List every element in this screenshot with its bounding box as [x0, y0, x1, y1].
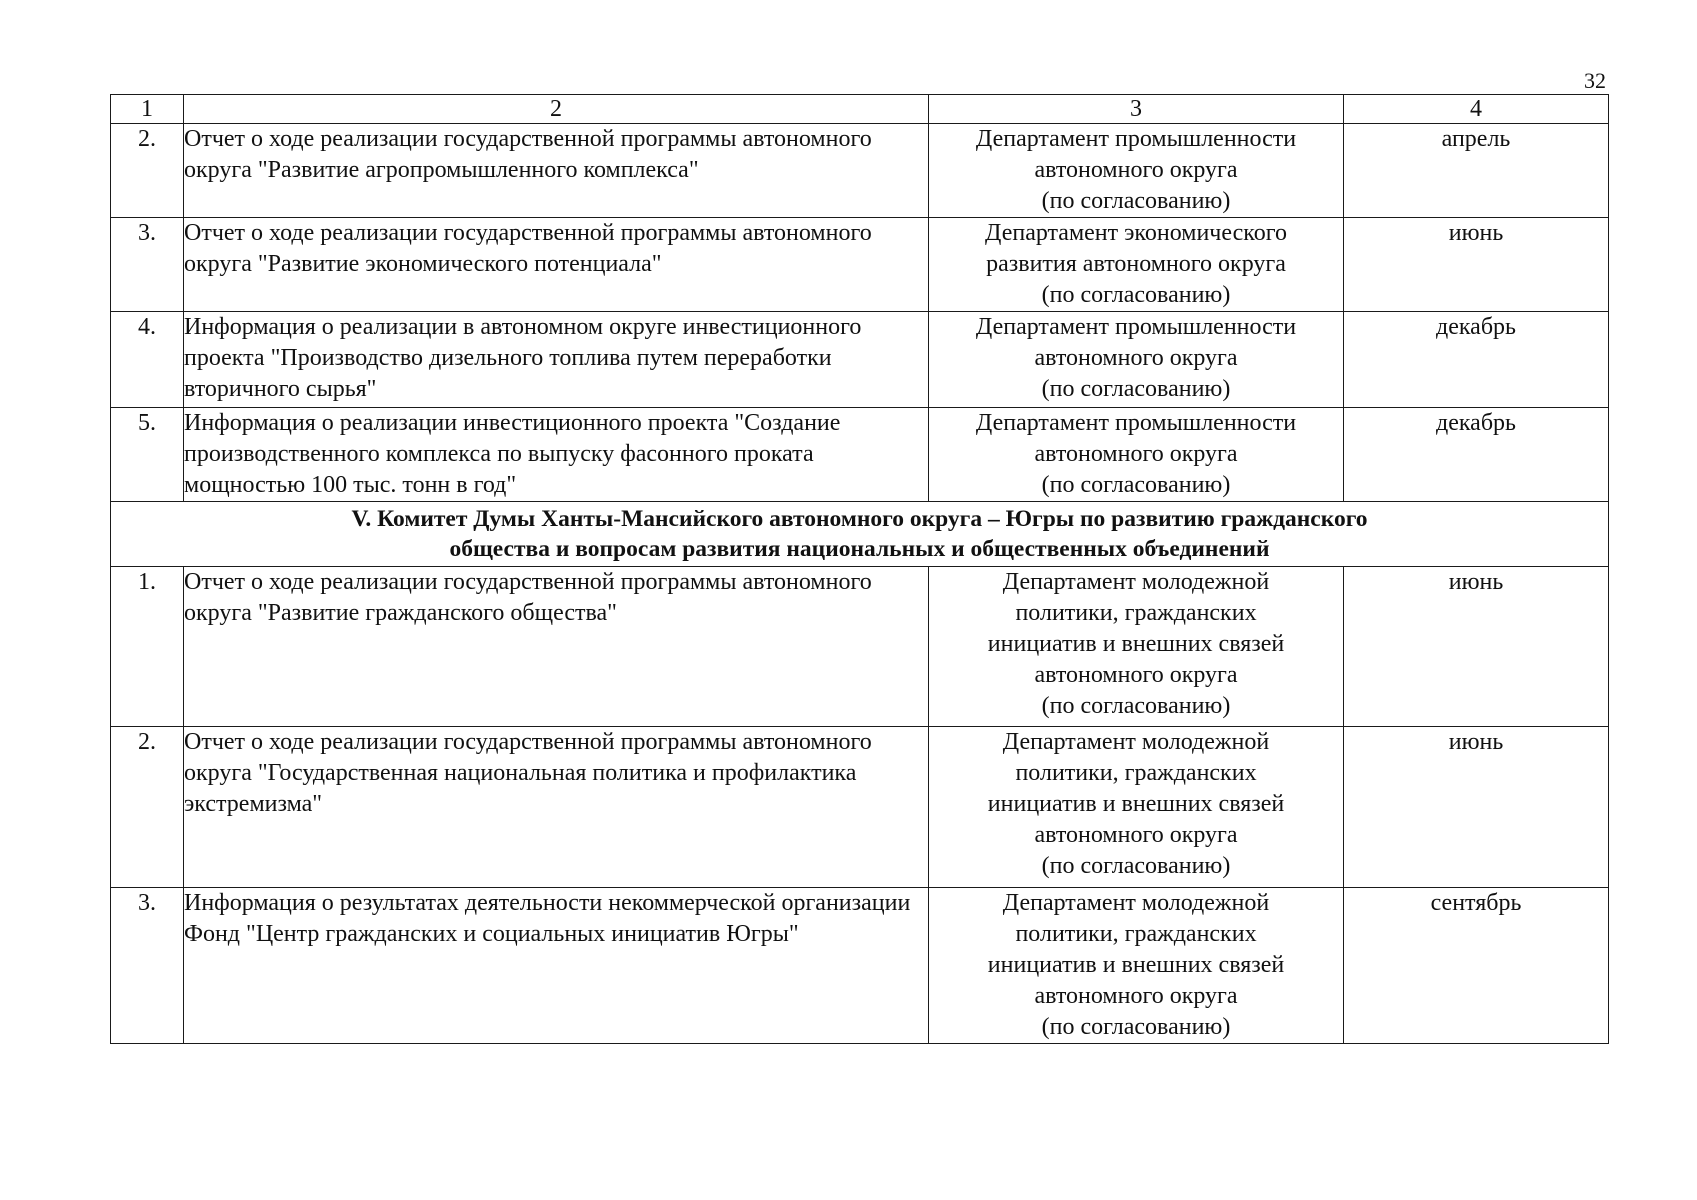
responsible-line: автономного округа — [1034, 157, 1238, 183]
table-row — [111, 727, 1609, 888]
responsible-line: автономного округа — [1034, 822, 1238, 848]
header-col-4: 4 — [1344, 95, 1609, 124]
header-col-3: 3 — [929, 95, 1344, 124]
table-row — [111, 124, 1609, 218]
responsible-line: (по согласованию) — [1041, 188, 1231, 214]
row-responsible — [929, 727, 1344, 888]
table-row — [111, 312, 1609, 408]
responsible-line: политики, гражданских — [1015, 760, 1257, 786]
row-number: 1. — [111, 567, 184, 727]
row-responsible — [929, 567, 1344, 727]
responsible-line: развития автономного округа — [986, 251, 1286, 277]
row-responsible — [929, 888, 1344, 1044]
section-heading — [111, 502, 1609, 567]
responsible-line: инициатив и внешних связей — [987, 952, 1285, 978]
responsible-line: автономного округа — [1034, 983, 1238, 1009]
row-month: июнь — [1344, 727, 1609, 888]
row-description: Информация о реализации в автономном округе инвестиционного проекта "Производство дизельного топлива путем переработки вторичного сырья" — [184, 312, 929, 408]
row-number: 2. — [111, 124, 184, 218]
row-description: Информация о реализации инвестиционного проекта "Создание производственного комплекса по выпуску фасонного проката мощностью 100 тыс. тонн в год" — [184, 408, 929, 502]
row-number: 3. — [111, 218, 184, 312]
table-row — [111, 408, 1609, 502]
row-responsible — [929, 124, 1344, 218]
responsible-line: автономного округа — [1034, 441, 1238, 467]
table-header-row — [111, 95, 1609, 124]
responsible-line: Департамент молодежной — [1002, 729, 1270, 755]
row-month: декабрь — [1344, 312, 1609, 408]
responsible-line: автономного округа — [1034, 662, 1238, 688]
responsible-line: (по согласованию) — [1041, 376, 1231, 402]
row-month: апрель — [1344, 124, 1609, 218]
page-number: 32 — [1584, 68, 1606, 93]
table-row — [111, 218, 1609, 312]
row-description: Информация о результатах деятельности некоммерческой организации Фонд "Центр гражданских и социальных инициатив Югры" — [184, 888, 929, 1044]
responsible-line: Департамент промышленности — [975, 410, 1297, 436]
responsible-line: Департамент промышленности — [975, 126, 1297, 152]
section-heading-row — [111, 502, 1609, 567]
responsible-line: политики, гражданских — [1015, 600, 1257, 626]
row-number: 3. — [111, 888, 184, 1044]
table-row — [111, 888, 1609, 1044]
row-month: июнь — [1344, 567, 1609, 727]
header-col-2: 2 — [184, 95, 929, 124]
responsible-line: (по согласованию) — [1041, 853, 1231, 879]
responsible-line: Департамент молодежной — [1002, 890, 1270, 916]
row-month: декабрь — [1344, 408, 1609, 502]
responsible-line: Департамент промышленности — [975, 314, 1297, 340]
row-responsible — [929, 312, 1344, 408]
responsible-line: Департамент молодежной — [1002, 569, 1270, 595]
responsible-line: автономного округа — [1034, 345, 1238, 371]
responsible-line: (по согласованию) — [1041, 693, 1231, 719]
plan-table — [110, 94, 1609, 1044]
row-month: июнь — [1344, 218, 1609, 312]
responsible-line: политики, гражданских — [1015, 921, 1257, 947]
row-description: Отчет о ходе реализации государственной программы автономного округа "Развитие агропромышленного комплекса" — [184, 124, 929, 218]
row-month: сентябрь — [1344, 888, 1609, 1044]
row-number: 2. — [111, 727, 184, 888]
row-description: Отчет о ходе реализации государственной программы автономного округа "Развитие гражданского общества" — [184, 567, 929, 727]
section-title-line: V. Комитет Думы Ханты-Мансийского автономного округа – Югры по развитию гражданского — [351, 506, 1368, 532]
table-row — [111, 567, 1609, 727]
responsible-line: инициатив и внешних связей — [987, 791, 1285, 817]
row-description: Отчет о ходе реализации государственной программы автономного округа "Развитие экономического потенциала" — [184, 218, 929, 312]
responsible-line: (по согласованию) — [1041, 1014, 1231, 1040]
section-title-line: общества и вопросам развития национальных и общественных объединений — [449, 536, 1270, 562]
responsible-line: Департамент экономического — [985, 220, 1287, 246]
responsible-line: инициатив и внешних связей — [987, 631, 1285, 657]
row-number: 5. — [111, 408, 184, 502]
header-col-1: 1 — [111, 95, 184, 124]
row-number: 4. — [111, 312, 184, 408]
responsible-line: (по согласованию) — [1041, 472, 1231, 498]
row-responsible — [929, 218, 1344, 312]
responsible-line: (по согласованию) — [1041, 282, 1231, 308]
row-description: Отчет о ходе реализации государственной программы автономного округа "Государственная национальная политика и профилактика экстремизма" — [184, 727, 929, 888]
row-responsible — [929, 408, 1344, 502]
